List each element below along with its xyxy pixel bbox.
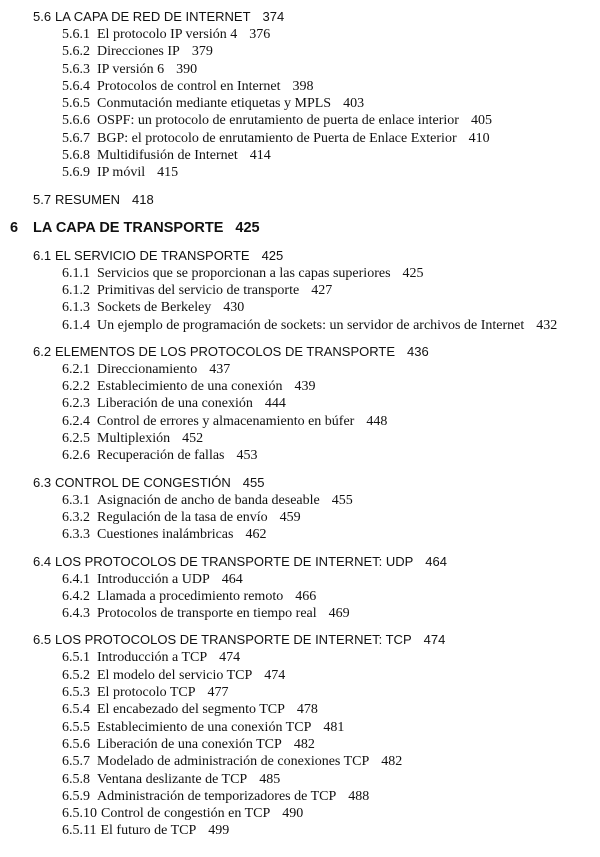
entry-page: 488: [348, 788, 370, 804]
subsection-entry: [0, 395, 600, 412]
entry-title: OSPF: un protocolo de enrutamiento de puerta de enlace interior: [97, 113, 459, 129]
entry-page: 415: [157, 165, 179, 181]
entry-title: ELEMENTOS DE LOS PROTOCOLOS DE TRANSPORTE: [55, 343, 396, 359]
entry-title: Protocolos de transporte en tiempo real: [97, 606, 317, 622]
subsection-entry: [0, 788, 600, 805]
entry-title: Llamada a procedimiento remoto: [97, 588, 284, 604]
subsection-entry: [0, 822, 600, 839]
section-heading: [0, 343, 600, 361]
subsection-entry: [0, 430, 600, 447]
subsection-entry: [0, 771, 600, 788]
entry-page: 374: [262, 9, 285, 24]
entry-page: 464: [425, 553, 447, 569]
entry-page: 425: [235, 219, 260, 236]
subsection-entry: [0, 78, 600, 95]
entry-number: 6.1.3: [62, 300, 90, 316]
entry-title: Direcciones IP: [97, 44, 180, 60]
entry-number: 5.6.9: [62, 165, 90, 181]
entry-title: EL SERVICIO DE TRANSPORTE: [55, 247, 250, 263]
subsection-entry: [0, 605, 600, 622]
entry-page: 482: [381, 754, 403, 770]
entry-page: 474: [264, 667, 286, 683]
entry-number: 5.6.4: [62, 78, 90, 94]
entry-page: 444: [264, 396, 286, 412]
entry-number: 5.6.2: [62, 44, 90, 60]
entry-number: 6.5: [33, 632, 52, 648]
entry-title: Introducción a UDP: [97, 571, 210, 587]
subsection-entry: [0, 317, 600, 334]
entry-title: IP móvil: [97, 165, 146, 181]
subsection-entry: [0, 43, 600, 60]
entry-title: Multidifusión de Internet: [97, 148, 238, 164]
section-heading: [0, 631, 600, 649]
subsection-entry: [0, 492, 600, 509]
section-heading: [0, 474, 600, 492]
entry-page: 485: [259, 771, 281, 787]
entry-page: 466: [295, 588, 317, 604]
entry-title: Liberación de una conexión: [97, 396, 253, 412]
entry-title: Multiplexión: [97, 431, 171, 447]
entry-number: 6.2.2: [62, 379, 90, 395]
entry-number: 6.5.11: [62, 823, 97, 839]
entry-number: 5.6.5: [62, 96, 90, 112]
entry-title: Asignación de ancho de banda deseable: [97, 492, 320, 508]
entry-page: 462: [245, 527, 267, 543]
entry-page: 405: [470, 113, 492, 129]
entry-page: 469: [328, 606, 350, 622]
entry-number: 6.2.1: [62, 361, 90, 377]
entry-title: Conmutación mediante etiquetas y MPLS: [97, 96, 332, 112]
entry-page: 481: [323, 719, 345, 735]
entry-page: 477: [207, 685, 229, 701]
entry-title: LOS PROTOCOLOS DE TRANSPORTE DE INTERNET: UDP: [55, 553, 414, 569]
entry-title: Control de errores y almacenamiento en búfer: [97, 413, 355, 429]
entry-title: El protocolo TCP: [97, 685, 196, 701]
entry-number: 6: [10, 219, 19, 236]
entry-title: IP versión 6: [97, 61, 165, 77]
entry-number: 6.4.1: [62, 571, 90, 587]
entry-title: El modelo del servicio TCP: [97, 667, 253, 683]
subsection-entry: [0, 447, 600, 464]
entry-title: RESUMEN: [55, 191, 121, 207]
entry-number: 6.5.4: [62, 702, 90, 718]
entry-number: 6.3: [33, 474, 52, 490]
entry-title: Establecimiento de una conexión: [97, 379, 283, 395]
subsection-entry: [0, 701, 600, 718]
subsection-entry: [0, 649, 600, 666]
entry-title: El encabezado del segmento TCP: [97, 702, 285, 718]
section-heading: [0, 553, 600, 571]
entry-page: 414: [249, 148, 271, 164]
subsection-entry: [0, 526, 600, 543]
entry-number: 6.3.1: [62, 492, 90, 508]
subsection-entry: [0, 413, 600, 430]
subsection-entry: [0, 736, 600, 753]
subsection-entry: [0, 719, 600, 736]
entry-title: LA CAPA DE TRANSPORTE: [33, 219, 224, 236]
entry-number: 5.6: [33, 9, 52, 24]
entry-number: 6.5.1: [62, 650, 90, 666]
entry-title: Protocolos de control en Internet: [97, 78, 281, 94]
section-heading: [0, 8, 600, 26]
entry-title: BGP: el protocolo de enrutamiento de Puerta de Enlace Exterior: [97, 130, 457, 146]
entry-page: 464: [221, 571, 243, 587]
subsection-entry: [0, 509, 600, 526]
entry-title: Un ejemplo de programación de sockets: un servidor de archivos de Internet: [97, 317, 525, 333]
entry-number: 6.1: [33, 247, 52, 263]
entry-number: 5.7: [33, 191, 52, 207]
entry-page: 432: [536, 317, 558, 333]
entry-title: Primitivas del servicio de transporte: [97, 282, 300, 298]
entry-number: 6.3.3: [62, 527, 90, 543]
entry-page: 425: [261, 247, 284, 263]
entry-page: 418: [132, 191, 154, 207]
entry-title: Cuestiones inalámbricas: [97, 527, 234, 543]
entry-page: 425: [402, 265, 424, 281]
entry-page: 403: [343, 96, 365, 112]
entry-title: Ventana deslizante de TCP: [97, 771, 248, 787]
entry-number: 6.5.7: [62, 754, 90, 770]
section-heading: [0, 191, 600, 209]
entry-page: 398: [292, 78, 314, 94]
subsection-entry: [0, 378, 600, 395]
subsection-entry: [0, 299, 600, 316]
entry-page: 478: [296, 702, 318, 718]
entry-page: 474: [219, 650, 241, 666]
entry-page: 499: [208, 823, 230, 839]
entry-title: El futuro de TCP: [100, 823, 197, 839]
entry-title: Modelado de administración de conexiones TCP: [97, 754, 370, 770]
entry-page: 430: [223, 300, 245, 316]
subsection-entry: [0, 805, 600, 822]
entry-page: 390: [176, 61, 198, 77]
entry-page: 437: [209, 361, 231, 377]
entry-title: Recuperación de fallas: [97, 448, 225, 464]
subsection-entry: [0, 26, 600, 43]
entry-title: Direccionamiento: [97, 361, 198, 377]
entry-number: 6.4.3: [62, 606, 90, 622]
entry-number: 6.5.3: [62, 685, 90, 701]
entry-title: Servicios que se proporcionan a las capas superiores: [97, 265, 391, 281]
subsection-entry: [0, 265, 600, 282]
subsection-entry: [0, 282, 600, 299]
entry-number: 5.6.3: [62, 61, 90, 77]
entry-page: 439: [294, 379, 316, 395]
subsection-entry: [0, 147, 600, 164]
entry-title: Introducción a TCP: [97, 650, 208, 666]
entry-title: LOS PROTOCOLOS DE TRANSPORTE DE INTERNET: TCP: [55, 632, 412, 648]
entry-page: 376: [249, 27, 271, 42]
entry-number: 6.5.8: [62, 771, 90, 787]
section-heading: [0, 247, 600, 265]
entry-page: 459: [279, 509, 301, 525]
entry-number: 6.4: [33, 553, 52, 569]
entry-page: 452: [182, 431, 204, 447]
entry-title: Establecimiento de una conexión TCP: [97, 719, 312, 735]
entry-number: 5.6.6: [62, 113, 90, 129]
entry-number: 6.2.6: [62, 448, 90, 464]
entry-title: LA CAPA DE RED DE INTERNET: [55, 9, 251, 24]
entry-number: 6.1.2: [62, 282, 90, 298]
table-of-contents: [0, 8, 600, 840]
subsection-entry: [0, 588, 600, 605]
chapter-heading: [0, 218, 600, 238]
subsection-entry: [0, 684, 600, 701]
subsection-entry: [0, 361, 600, 378]
entry-title: CONTROL DE CONGESTIÓN: [55, 474, 231, 490]
entry-title: Liberación de una conexión TCP: [97, 736, 282, 752]
entry-title: Control de congestión en TCP: [101, 806, 271, 822]
entry-number: 6.5.6: [62, 736, 90, 752]
entry-number: 6.2.4: [62, 413, 90, 429]
subsection-entry: [0, 164, 600, 181]
entry-page: 436: [407, 343, 429, 359]
entry-page: 474: [423, 632, 446, 648]
subsection-entry: [0, 112, 600, 129]
entry-number: 6.5.10: [62, 806, 97, 822]
entry-number: 6.5.2: [62, 667, 90, 683]
subsection-entry: [0, 95, 600, 112]
entry-number: 6.5.5: [62, 719, 90, 735]
entry-page: 455: [242, 474, 265, 490]
subsection-entry: [0, 61, 600, 78]
subsection-entry: [0, 571, 600, 588]
entry-page: 448: [366, 413, 388, 429]
entry-title: Sockets de Berkeley: [97, 300, 212, 316]
entry-number: 5.6.7: [62, 130, 90, 146]
entry-number: 6.5.9: [62, 788, 90, 804]
entry-page: 379: [191, 44, 213, 60]
entry-page: 427: [311, 282, 333, 298]
subsection-entry: [0, 753, 600, 770]
entry-number: 6.4.2: [62, 588, 90, 604]
entry-number: 6.2.3: [62, 396, 90, 412]
entry-page: 455: [331, 492, 353, 508]
entry-number: 6.1.4: [62, 317, 90, 333]
entry-page: 453: [236, 448, 258, 464]
subsection-entry: [0, 667, 600, 684]
entry-number: 6.2.5: [62, 431, 90, 447]
entry-number: 5.6.8: [62, 148, 90, 164]
entry-number: 6.1.1: [62, 265, 90, 281]
entry-page: 410: [468, 130, 490, 146]
entry-number: 6.2: [33, 343, 52, 359]
entry-number: 6.3.2: [62, 509, 90, 525]
entry-number: 5.6.1: [62, 27, 90, 42]
entry-page: 482: [293, 736, 315, 752]
subsection-entry: [0, 130, 600, 147]
entry-title: El protocolo IP versión 4: [97, 27, 238, 42]
entry-title: Administración de temporizadores de TCP: [97, 788, 337, 804]
entry-page: 490: [282, 806, 304, 822]
entry-title: Regulación de la tasa de envío: [97, 509, 268, 525]
